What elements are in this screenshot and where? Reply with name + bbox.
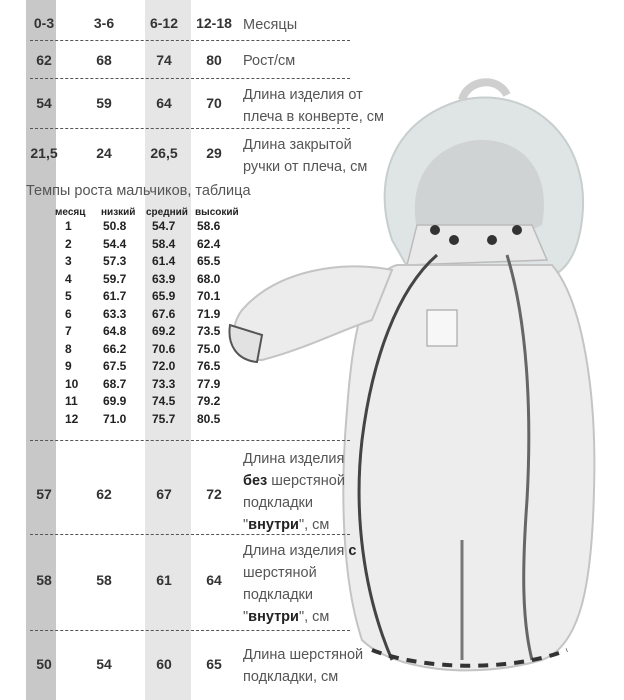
length-envelope-12-18: 70	[206, 95, 222, 111]
length-without-lining-6-12: 67	[156, 486, 172, 502]
growth-cell: 65.5	[197, 254, 221, 268]
label-text: "	[243, 517, 249, 533]
growth-cell: 75.7	[152, 411, 176, 426]
lining-length-0-3: 50	[36, 656, 52, 672]
lining-length-6-12: 60	[156, 656, 172, 672]
growth-col-high: высокий	[195, 207, 239, 218]
label-line: Длина шерстяной	[243, 647, 364, 663]
length-with-lining-label	[243, 540, 356, 628]
growth-cell: 69.9	[103, 394, 127, 408]
growth-cell: 68.7	[103, 376, 127, 391]
growth-cell: 58.4	[152, 236, 176, 251]
growth-cell: 54.7	[152, 219, 176, 233]
growth-cell: 70.6	[152, 341, 176, 356]
height-3-6: 68	[96, 52, 112, 68]
sleeve-length-12-18: 29	[206, 145, 222, 161]
growth-cell: 67.6	[152, 306, 176, 321]
label-line	[243, 514, 345, 536]
growth-cell: 74.5	[152, 394, 176, 408]
growth-cell: 79.2	[197, 394, 221, 408]
label-text: Длина изделия	[243, 543, 349, 559]
label-line	[243, 470, 345, 492]
growth-cell: 61.7	[103, 289, 127, 303]
growth-cell: 69.2	[152, 324, 176, 338]
label-text: шерстяной	[267, 473, 345, 489]
length-with-lining-6-12: 61	[156, 572, 172, 588]
divider	[30, 440, 350, 441]
growth-cell: 63.9	[152, 271, 176, 286]
growth-col-low: низкий	[101, 207, 136, 218]
growth-cell: 64.8	[103, 324, 127, 338]
label-line: подкладки, см	[243, 669, 339, 685]
growth-cell: 9	[65, 359, 72, 373]
growth-cell: 73.5	[197, 324, 221, 338]
growth-cell: 71.0	[103, 411, 127, 426]
growth-cell: 67.5	[103, 359, 127, 373]
lining-length-3-6: 54	[96, 656, 112, 672]
divider	[30, 78, 350, 79]
growth-cell: 72.0	[152, 359, 176, 373]
growth-cell: 3	[65, 254, 72, 268]
length-without-lining-label	[243, 448, 345, 536]
growth-cell: 58.6	[197, 219, 221, 233]
growth-cell: 80.5	[197, 411, 221, 426]
label-line: Длина закрытой	[243, 137, 352, 153]
label-line: подкладки	[243, 495, 313, 511]
label-bold: внутри	[248, 517, 299, 533]
growth-table-title: Темпы роста мальчиков, таблица	[26, 183, 251, 199]
label-bold: с	[348, 543, 357, 559]
growth-cell: 10	[65, 376, 79, 391]
growth-cell: 50.8	[103, 219, 127, 233]
height-12-18: 80	[206, 52, 222, 68]
length-with-lining-0-3: 58	[36, 572, 52, 588]
size-header-3-6: 3-6	[93, 15, 115, 31]
size-header-0-3: 0-3	[33, 15, 55, 31]
growth-cell: 54.4	[103, 236, 127, 251]
label-line: шерстяной	[243, 565, 317, 581]
growth-cell: 1	[65, 219, 72, 233]
label-line: плеча в конверте, см	[243, 109, 385, 125]
lining-length-label	[243, 644, 363, 688]
growth-cell: 6	[65, 306, 72, 321]
growth-cell: 71.9	[197, 306, 221, 321]
length-envelope-label	[243, 84, 384, 128]
growth-cell: 63.3	[103, 306, 127, 321]
label-line: ручки от плеча, см	[243, 159, 368, 175]
height-label: Рост/см	[243, 53, 296, 69]
length-without-lining-3-6: 62	[96, 486, 112, 502]
growth-cell: 76.5	[197, 359, 221, 373]
sleeve-length-6-12: 26,5	[150, 145, 178, 161]
length-with-lining-12-18: 64	[206, 572, 222, 588]
label-text: "	[243, 609, 249, 625]
sleeve-length-label	[243, 134, 367, 178]
growth-cell: 5	[65, 289, 72, 303]
growth-cell: 77.9	[197, 376, 221, 391]
sleeve-length-0-3: 21,5	[30, 145, 58, 161]
growth-cell: 70.1	[197, 289, 221, 303]
growth-cell: 68.0	[197, 271, 221, 286]
length-without-lining-0-3: 57	[36, 486, 52, 502]
growth-cell: 2	[65, 236, 72, 251]
length-envelope-0-3: 54	[36, 95, 52, 111]
growth-cell: 65.9	[152, 289, 176, 303]
months-label: Месяцы	[243, 17, 298, 33]
sleeve-length-3-6: 24	[96, 145, 112, 161]
growth-cell: 8	[65, 341, 72, 356]
growth-cell: 66.2	[103, 341, 127, 356]
label-bold: без	[243, 473, 268, 489]
growth-cell: 61.4	[152, 254, 176, 268]
length-envelope-6-12: 64	[156, 95, 172, 111]
growth-col-medium: средний	[146, 207, 188, 218]
size-header-12-18: 12-18	[196, 15, 232, 31]
growth-cell: 4	[65, 271, 72, 286]
divider	[30, 534, 350, 535]
growth-cell: 59.7	[103, 271, 127, 286]
divider	[30, 40, 350, 41]
divider	[30, 630, 350, 631]
label-text: ", см	[298, 609, 330, 625]
growth-cell: 12	[65, 411, 79, 426]
growth-cell: 73.3	[152, 376, 176, 391]
divider	[30, 128, 350, 129]
growth-cell: 11	[65, 394, 78, 408]
growth-cell: 57.3	[103, 254, 127, 268]
lining-length-12-18: 65	[206, 656, 222, 672]
label-line: подкладки	[243, 587, 313, 603]
label-line	[243, 606, 356, 628]
growth-col-month: месяц	[55, 207, 86, 218]
size-header-6-12: 6-12	[149, 15, 179, 31]
growth-cell: 7	[65, 324, 72, 338]
label-line	[243, 540, 356, 562]
height-0-3: 62	[36, 52, 52, 68]
label-line: Длина изделия	[243, 451, 345, 467]
length-envelope-3-6: 59	[96, 95, 112, 111]
height-6-12: 74	[156, 52, 172, 68]
growth-cell: 62.4	[197, 236, 221, 251]
label-bold: внутри	[248, 609, 299, 625]
length-with-lining-3-6: 58	[96, 572, 112, 588]
length-without-lining-12-18: 72	[206, 486, 222, 502]
growth-cell: 75.0	[197, 341, 221, 356]
label-text: ", см	[298, 517, 330, 533]
label-line: Длина изделия от	[243, 87, 363, 103]
